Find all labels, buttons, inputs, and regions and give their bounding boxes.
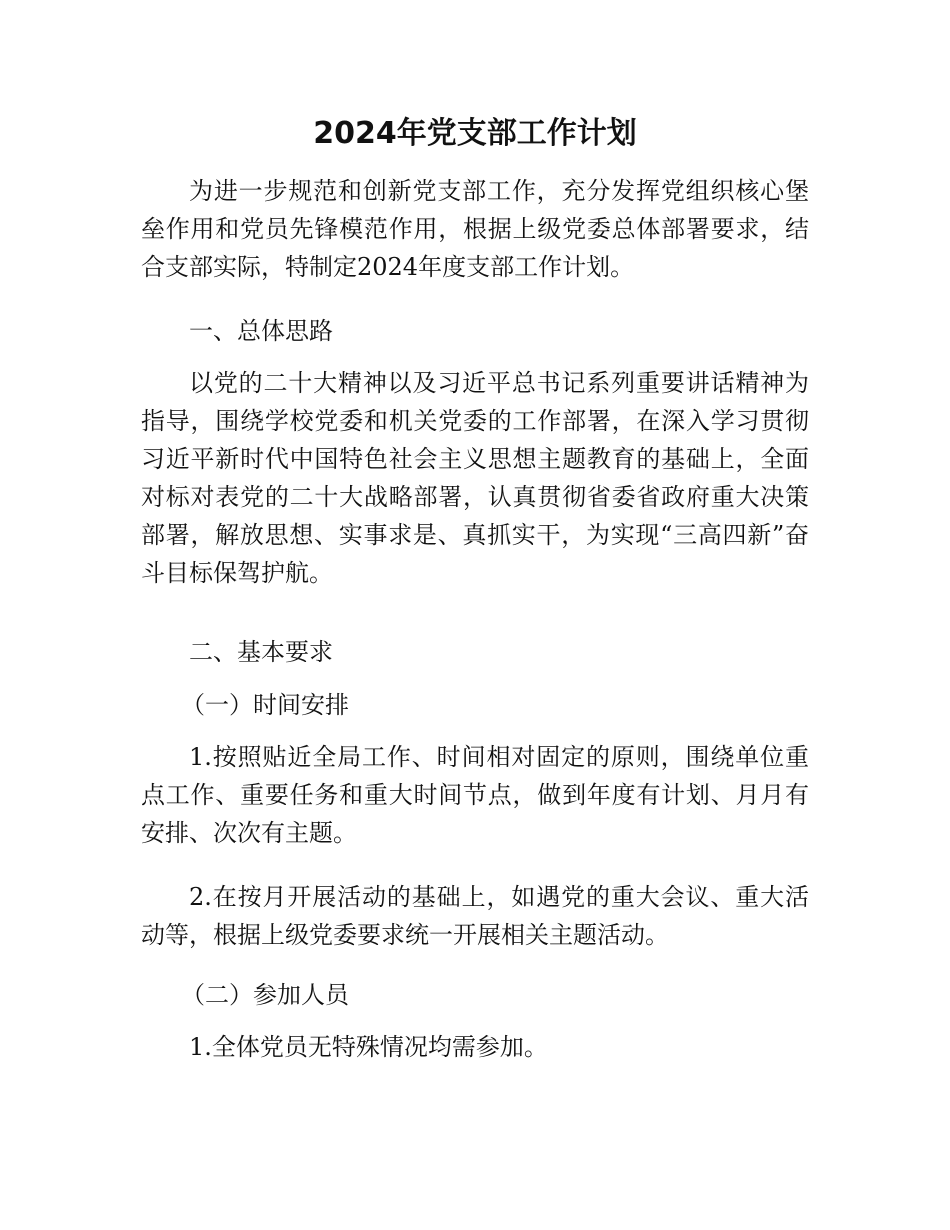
overall-approach-paragraph: 以党的二十大精神以及习近平总书记系列重要讲话精神为指导，围绕学校党委和机关党委的工作部署，在深入学习贯彻习近平新时代中国特色社会主义思想主题教育的基础上，全面对标对表党的二十大战略部署，认真贯彻省委省政府重大决策部署，解放思想、实事求是、真抓实干，为实现“三高四新”奋斗目标保驾护航。 [141, 369, 809, 587]
document-title: 2024年党支部工作计划 [313, 116, 637, 151]
intro-paragraph: 为进一步规范和创新党支部工作，充分发挥党组织核心堡垒作用和党员先锋模范作用，根据上级党委总体部署要求，结合支部实际，特制定2024年度支部工作计划。 [141, 177, 809, 281]
section-heading-overall-approach: 一、总体思路 [189, 317, 333, 345]
schedule-item-1: 1.按照贴近全局工作、时间相对固定的原则，围绕单位重点工作、重要任务和重大时间节点，做到年度有计划、月月有安排、次次有主题。 [141, 743, 809, 847]
schedule-item-2: 2.在按月开展活动的基础上，如遇党的重大会议、重大活动等，根据上级党委要求统一开展相关主题活动。 [141, 883, 809, 949]
subsection-heading-schedule: （一）时间安排 [181, 691, 349, 719]
subsection-heading-participants: （二）参加人员 [181, 981, 349, 1009]
participants-item-1: 1.全体党员无特殊情况均需参加。 [189, 1033, 548, 1061]
section-heading-basic-requirements: 二、基本要求 [189, 638, 333, 666]
